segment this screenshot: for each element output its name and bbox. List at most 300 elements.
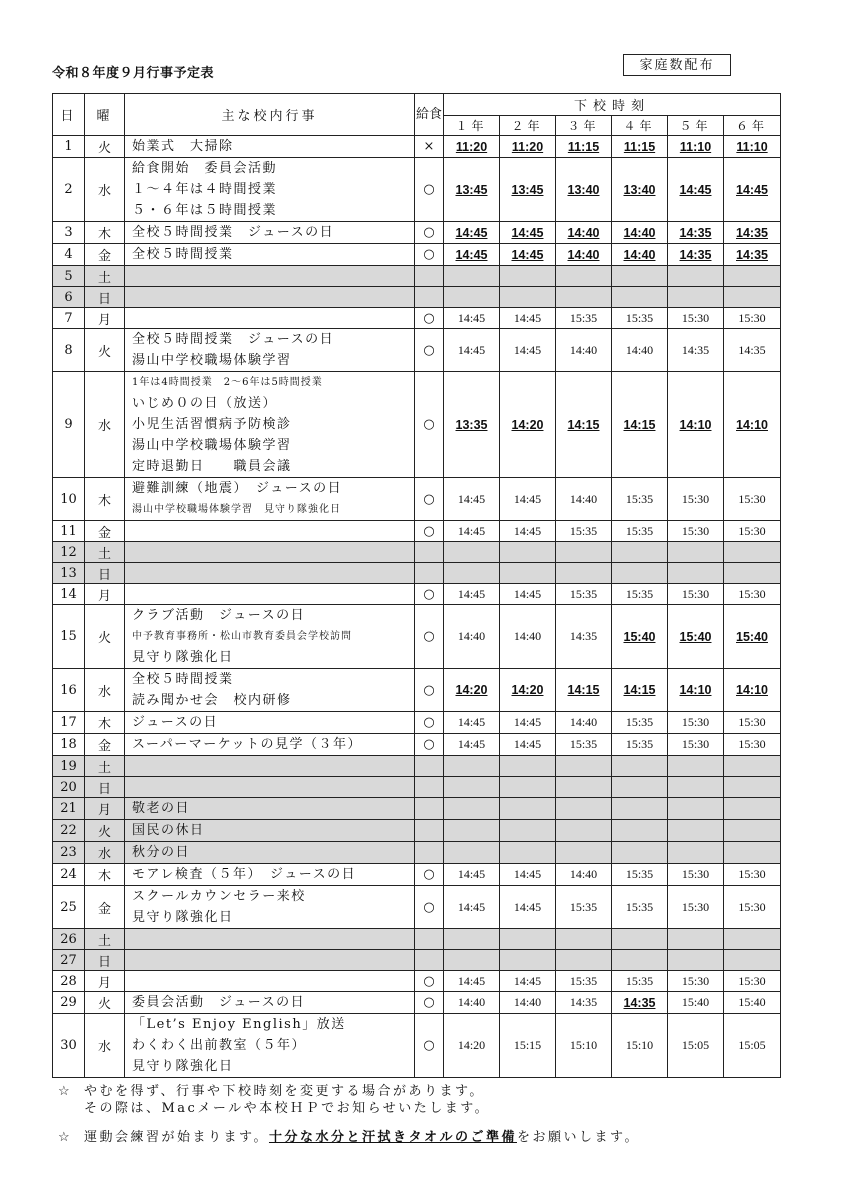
dismissal-time-cell [612,820,668,842]
dismissal-time-cell: 15:30 [724,886,781,929]
weekday-cell: 火 [85,136,125,158]
meal-cell: ○ [415,734,444,756]
table-row [53,1014,781,1078]
table-row [53,886,781,929]
dismissal-time-cell [444,756,500,777]
events-cell [125,222,415,244]
dismissal-time-cell: 15:30 [724,308,781,329]
dismissal-time-cell [556,820,612,842]
dismissal-time-cell: 14:45 [500,712,556,734]
dismissal-time-cell: 14:15 [612,669,668,712]
meal-cell: ○ [415,1014,444,1078]
dismissal-time-cell: 14:35 [668,222,724,244]
dismissal-time-cell: 15:35 [612,478,668,521]
meal-cell: ○ [415,308,444,329]
day-cell: 22 [53,820,85,842]
day-cell: 6 [53,287,85,308]
dismissal-time-cell: 14:45 [500,584,556,605]
meal-cell: ○ [415,669,444,712]
dismissal-time-cell: 15:05 [724,1014,781,1078]
dismissal-time-cell [668,929,724,950]
weekday-cell: 火 [85,605,125,669]
day-cell: 16 [53,669,85,712]
dismissal-time-cell [612,950,668,971]
dismissal-time-cell: 15:05 [668,1014,724,1078]
dismissal-time-cell: 14:40 [612,244,668,266]
weekday-cell: 木 [85,222,125,244]
table-row [53,971,781,992]
dismissal-time-cell: 14:35 [668,329,724,372]
events-cell [125,669,415,712]
weekday-cell: 木 [85,478,125,521]
dismissal-time-cell: 14:45 [500,864,556,886]
dismissal-time-cell: 15:35 [556,971,612,992]
dismissal-time-cell [612,563,668,584]
dismissal-time-cell [668,756,724,777]
event-line: 見守り隊強化日 [132,910,234,925]
weekday-cell: 金 [85,886,125,929]
meal-cell: ○ [415,971,444,992]
header-grade: １年 [444,116,500,136]
meal-cell: ○ [415,992,444,1014]
dismissal-time-cell: 15:35 [556,734,612,756]
table-row [53,478,781,521]
events-cell [125,136,415,158]
dismissal-time-cell [556,777,612,798]
events-cell [125,886,415,929]
note-emphasis: 十分な水分と汗拭きタオルのご準備 [268,1130,517,1145]
dismissal-time-cell [724,777,781,798]
table-row [53,584,781,605]
dismissal-time-cell: 11:20 [444,136,500,158]
dismissal-time-cell [500,798,556,820]
day-cell: 3 [53,222,85,244]
dismissal-time-cell: 14:45 [444,521,500,542]
dismissal-time-cell: 14:45 [444,971,500,992]
header-grade: ４年 [612,116,668,136]
header-meal: 給食 [415,94,444,136]
table-row [53,864,781,886]
table-row [53,244,781,266]
dismissal-time-cell: 14:45 [444,308,500,329]
dismissal-time-cell: 15:35 [556,521,612,542]
dismissal-time-cell [668,266,724,287]
table-row [53,950,781,971]
dismissal-time-cell [500,542,556,563]
dismissal-time-cell [724,929,781,950]
event-line: 国民の休日 [132,823,205,838]
meal-cell: ○ [415,521,444,542]
weekday-cell: 金 [85,244,125,266]
note-text: 運動会練習が始まります。 [84,1130,269,1145]
dismissal-time-cell: 14:40 [556,712,612,734]
dismissal-time-cell: 14:45 [500,478,556,521]
dismissal-time-cell: 15:35 [612,734,668,756]
table-row [53,136,781,158]
meal-cell: ○ [415,222,444,244]
schedule-body [53,136,781,1078]
event-line: 見守り隊強化日 [132,650,234,665]
dismissal-time-cell: 15:40 [668,605,724,669]
note-sports-day [58,1126,640,1145]
star-icon: ☆ [58,1130,73,1145]
dismissal-time-cell: 15:30 [724,521,781,542]
dismissal-time-cell: 15:40 [668,992,724,1014]
dismissal-time-cell: 15:30 [724,734,781,756]
dismissal-time-cell [556,542,612,563]
event-line: 湯山中学校職場体験学習 見守り隊強化日 [132,504,341,515]
page-title: 令和８年度９月行事予定表 [52,66,215,81]
dismissal-time-cell: 11:15 [612,136,668,158]
note-text: をお願いします。 [516,1130,640,1145]
dismissal-time-cell: 14:45 [500,329,556,372]
note-change-line2 [58,1097,490,1116]
events-cell [125,542,415,563]
header-dismissal: 下校時刻 [444,94,781,116]
events-cell [125,1014,415,1078]
weekday-cell: 金 [85,521,125,542]
dismissal-time-cell [668,777,724,798]
events-cell [125,584,415,605]
dismissal-time-cell: 15:35 [556,584,612,605]
dismissal-time-cell: 15:35 [612,584,668,605]
dismissal-time-cell [724,842,781,864]
dismissal-time-cell [668,950,724,971]
event-line: １～４年は４時間授業 [132,182,278,197]
dismissal-time-cell [444,563,500,584]
dismissal-time-cell: 14:40 [444,992,500,1014]
dismissal-time-cell: 14:45 [444,478,500,521]
weekday-cell: 土 [85,929,125,950]
dismissal-time-cell [556,563,612,584]
table-row [53,287,781,308]
dismissal-time-cell [500,820,556,842]
dismissal-time-cell: 14:35 [724,222,781,244]
dismissal-time-cell [556,842,612,864]
dismissal-time-cell: 14:40 [556,222,612,244]
day-cell: 14 [53,584,85,605]
dismissal-time-cell: 15:30 [668,712,724,734]
events-cell [125,712,415,734]
dismissal-time-cell: 14:35 [556,605,612,669]
dismissal-time-cell [612,266,668,287]
dismissal-time-cell: 14:40 [500,605,556,669]
dismissal-time-cell [500,287,556,308]
dismissal-time-cell: 14:45 [500,244,556,266]
day-cell: 8 [53,329,85,372]
weekday-cell: 木 [85,864,125,886]
dismissal-time-cell: 13:35 [444,372,500,478]
weekday-cell: 土 [85,756,125,777]
day-cell: 24 [53,864,85,886]
events-cell [125,158,415,222]
event-line: 小児生活習慣病予防検診 [132,417,292,432]
dismissal-time-cell: 14:45 [500,971,556,992]
dismissal-time-cell [444,929,500,950]
dismissal-time-cell: 14:45 [444,222,500,244]
table-row [53,777,781,798]
dismissal-time-cell: 14:35 [724,244,781,266]
day-cell: 19 [53,756,85,777]
dismissal-time-cell [500,777,556,798]
events-cell [125,798,415,820]
dismissal-time-cell [724,756,781,777]
dismissal-time-cell [668,820,724,842]
meal-cell: ○ [415,864,444,886]
distribution-label: 家庭数配布 [623,54,731,76]
header-day: 日 [53,94,85,136]
dismissal-time-cell [612,777,668,798]
dismissal-time-cell [500,266,556,287]
dismissal-time-cell: 14:45 [444,584,500,605]
dismissal-time-cell: 13:40 [556,158,612,222]
dismissal-time-cell: 15:35 [612,521,668,542]
events-cell [125,478,415,521]
dismissal-time-cell [444,950,500,971]
dismissal-time-cell: 15:35 [612,308,668,329]
dismissal-time-cell: 13:40 [612,158,668,222]
meal-cell: ○ [415,329,444,372]
event-line: 中予教育事務所・松山市教育委員会学校訪問 [132,631,352,642]
dismissal-time-cell: 11:20 [500,136,556,158]
meal-cell [415,820,444,842]
dismissal-time-cell [500,842,556,864]
event-line: わくわく出前教室（５年） [132,1038,307,1053]
dismissal-time-cell: 14:10 [668,669,724,712]
dismissal-time-cell: 14:40 [500,992,556,1014]
dismissal-time-cell: 11:10 [668,136,724,158]
dismissal-time-cell: 14:45 [668,158,724,222]
events-cell [125,329,415,372]
weekday-cell: 水 [85,158,125,222]
dismissal-time-cell: 14:40 [556,329,612,372]
dismissal-time-cell: 15:30 [668,886,724,929]
dismissal-time-cell [500,756,556,777]
header-grade: ３年 [556,116,612,136]
dismissal-time-cell [668,287,724,308]
table-row [53,712,781,734]
table-row [53,992,781,1014]
day-cell: 26 [53,929,85,950]
dismissal-time-cell [724,950,781,971]
day-cell: 13 [53,563,85,584]
table-row [53,734,781,756]
dismissal-time-cell: 15:30 [668,734,724,756]
meal-cell [415,542,444,563]
dismissal-time-cell: 14:40 [444,605,500,669]
dismissal-time-cell: 15:15 [500,1014,556,1078]
day-cell: 23 [53,842,85,864]
header-grade: ６年 [724,116,781,136]
table-row [53,308,781,329]
dismissal-time-cell: 14:45 [444,712,500,734]
day-cell: 5 [53,266,85,287]
dismissal-time-cell: 14:35 [668,244,724,266]
events-cell [125,756,415,777]
events-cell [125,734,415,756]
events-cell [125,950,415,971]
event-line: 読み聞かせ会 校内研修 [132,693,292,708]
day-cell: 20 [53,777,85,798]
dismissal-time-cell: 14:45 [444,734,500,756]
dismissal-time-cell: 14:10 [668,372,724,478]
event-line: 湯山中学校職場体験学習 [132,353,292,368]
dismissal-time-cell: 14:45 [444,329,500,372]
meal-cell: ○ [415,158,444,222]
dismissal-time-cell: 14:45 [500,734,556,756]
event-line: 全校５時間授業 [132,672,234,687]
dismissal-time-cell [556,266,612,287]
schedule-table [52,93,781,1078]
dismissal-time-cell [612,798,668,820]
dismissal-time-cell [556,756,612,777]
table-row [53,222,781,244]
dismissal-time-cell: 14:45 [444,886,500,929]
weekday-cell: 月 [85,584,125,605]
meal-cell: ○ [415,886,444,929]
dismissal-time-cell: 15:35 [556,308,612,329]
day-cell: 2 [53,158,85,222]
dismissal-time-cell [500,563,556,584]
table-row [53,158,781,222]
note-text: その際は、Macメールや本校ＨＰでお知らせいたします。 [84,1101,491,1116]
dismissal-time-cell: 14:45 [500,222,556,244]
event-line: 給食開始 委員会活動 [132,161,278,176]
events-cell [125,563,415,584]
dismissal-time-cell: 15:10 [556,1014,612,1078]
dismissal-time-cell [724,266,781,287]
day-cell: 18 [53,734,85,756]
event-line: 定時退勤日 職員会議 [132,459,292,474]
star-icon: ☆ [58,1084,73,1099]
dismissal-time-cell [612,929,668,950]
weekday-cell: 日 [85,287,125,308]
dismissal-time-cell: 15:30 [724,584,781,605]
dismissal-time-cell [500,929,556,950]
weekday-cell: 火 [85,820,125,842]
day-cell: 15 [53,605,85,669]
event-line: いじめ０の日（放送） [132,396,278,411]
meal-cell: ○ [415,712,444,734]
day-cell: 29 [53,992,85,1014]
dismissal-time-cell [724,820,781,842]
event-line: モアレ検査（５年） ジュースの日 [132,867,357,882]
table-row [53,329,781,372]
day-cell: 1 [53,136,85,158]
meal-cell [415,266,444,287]
table-row [53,798,781,820]
weekday-cell: 土 [85,542,125,563]
dismissal-time-cell: 15:40 [612,605,668,669]
table-row [53,669,781,712]
dismissal-time-cell: 11:15 [556,136,612,158]
dismissal-time-cell: 14:35 [724,329,781,372]
weekday-cell: 金 [85,734,125,756]
meal-cell: ○ [415,478,444,521]
dismissal-time-cell: 15:30 [668,308,724,329]
dismissal-time-cell: 15:30 [668,864,724,886]
events-cell [125,864,415,886]
dismissal-time-cell: 13:45 [444,158,500,222]
weekday-cell: 日 [85,563,125,584]
dismissal-time-cell: 15:35 [612,971,668,992]
day-cell: 7 [53,308,85,329]
dismissal-time-cell: 15:30 [724,971,781,992]
dismissal-time-cell [444,798,500,820]
dismissal-time-cell: 14:40 [556,244,612,266]
day-cell: 27 [53,950,85,971]
events-cell [125,820,415,842]
dismissal-time-cell: 14:15 [556,372,612,478]
weekday-cell: 水 [85,669,125,712]
event-line: 避難訓練（地震） ジュースの日 [132,481,343,496]
events-cell [125,929,415,950]
dismissal-time-cell: 14:35 [556,992,612,1014]
dismissal-time-cell: 14:40 [556,478,612,521]
weekday-cell: 火 [85,992,125,1014]
events-cell [125,266,415,287]
meal-cell [415,777,444,798]
day-cell: 11 [53,521,85,542]
dismissal-time-cell: 15:35 [556,886,612,929]
dismissal-time-cell [444,287,500,308]
event-line: クラブ活動 ジュースの日 [132,608,306,623]
weekday-cell: 月 [85,308,125,329]
dismissal-time-cell: 15:40 [724,605,781,669]
weekday-cell: 土 [85,266,125,287]
dismissal-time-cell: 15:30 [668,521,724,542]
event-line: ５・６年は５時間授業 [132,203,278,218]
dismissal-time-cell: 15:30 [668,478,724,521]
dismissal-time-cell [444,842,500,864]
meal-cell [415,756,444,777]
meal-cell [415,950,444,971]
event-line: 湯山中学校職場体験学習 [132,438,292,453]
weekday-cell: 日 [85,950,125,971]
meal-cell: ○ [415,584,444,605]
dismissal-time-cell [556,950,612,971]
dismissal-time-cell [444,542,500,563]
meal-cell [415,287,444,308]
header-grade: ２年 [500,116,556,136]
dismissal-time-cell: 14:40 [612,329,668,372]
weekday-cell: 火 [85,329,125,372]
dismissal-time-cell: 14:40 [556,864,612,886]
events-cell [125,992,415,1014]
table-row [53,266,781,287]
dismissal-time-cell [724,798,781,820]
dismissal-time-cell: 14:20 [444,669,500,712]
dismissal-time-cell: 14:10 [724,669,781,712]
dismissal-time-cell [724,287,781,308]
meal-cell: × [415,136,444,158]
meal-cell: ○ [415,372,444,478]
events-cell [125,605,415,669]
event-line: 全校５時間授業 ジュースの日 [132,225,335,240]
weekday-cell: 水 [85,372,125,478]
weekday-cell: 木 [85,712,125,734]
day-cell: 9 [53,372,85,478]
dismissal-time-cell [444,820,500,842]
table-row [53,820,781,842]
table-row [53,521,781,542]
event-line: 敬老の日 [132,801,191,816]
dismissal-time-cell: 14:15 [556,669,612,712]
dismissal-time-cell: 15:35 [612,886,668,929]
dismissal-time-cell [556,287,612,308]
dismissal-time-cell: 14:15 [612,372,668,478]
day-cell: 12 [53,542,85,563]
